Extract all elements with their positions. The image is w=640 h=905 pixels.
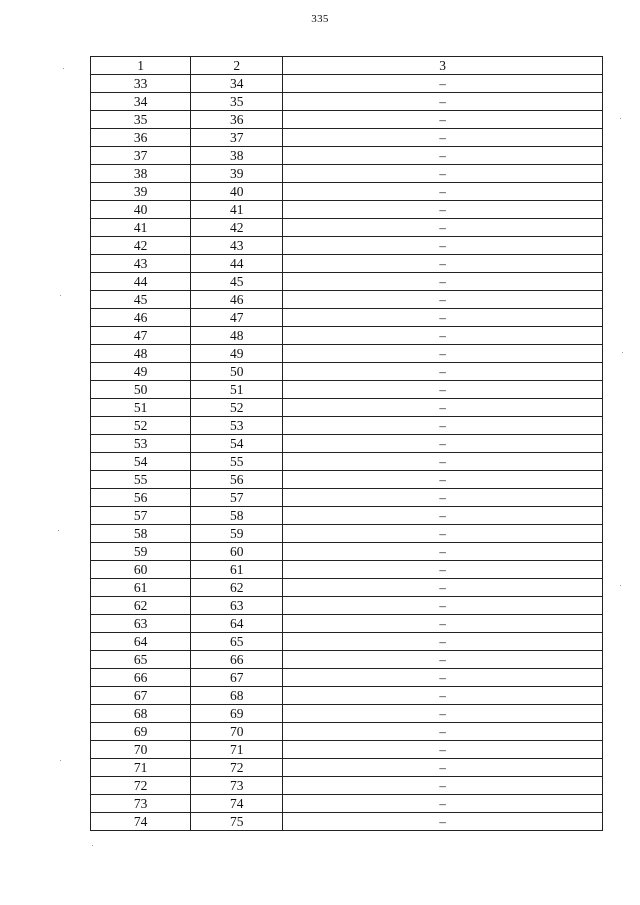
scan-speck: [620, 118, 621, 119]
table-row: [91, 327, 603, 345]
table-cell-col-1: 55: [91, 471, 191, 489]
table-cell-col-1: 64: [91, 633, 191, 651]
table-cell-col-2: 44: [191, 255, 283, 273]
table-cell-col-2: 75: [191, 813, 283, 831]
column-header-2: 2: [191, 57, 283, 75]
table-cell-col-1: 62: [91, 597, 191, 615]
table-cell-col-3: –: [283, 705, 603, 723]
table-cell-col-1: 56: [91, 489, 191, 507]
table-row: [91, 759, 603, 777]
table-row: [91, 129, 603, 147]
table-cell-col-1: 39: [91, 183, 191, 201]
table-cell-col-2: 66: [191, 651, 283, 669]
table-cell-col-3: –: [283, 795, 603, 813]
table-row: [91, 399, 603, 417]
table-row: [91, 813, 603, 831]
scan-speck: [622, 352, 623, 353]
table-cell-col-2: 65: [191, 633, 283, 651]
table-cell-col-1: 35: [91, 111, 191, 129]
table-cell-col-3: –: [283, 273, 603, 291]
table-cell-col-3: –: [283, 327, 603, 345]
table-cell-col-2: 49: [191, 345, 283, 363]
table-cell-col-2: 35: [191, 93, 283, 111]
table-cell-col-1: 50: [91, 381, 191, 399]
table-cell-col-2: 40: [191, 183, 283, 201]
table-cell-col-3: –: [283, 777, 603, 795]
table-cell-col-1: 67: [91, 687, 191, 705]
table-cell-col-3: –: [283, 417, 603, 435]
table-row: [91, 687, 603, 705]
table-cell-col-3: –: [283, 651, 603, 669]
table-cell-col-1: 33: [91, 75, 191, 93]
scan-speck: [58, 530, 59, 531]
table-cell-col-3: –: [283, 435, 603, 453]
scan-speck: [92, 845, 93, 846]
table-cell-col-1: 69: [91, 723, 191, 741]
table-row: [91, 705, 603, 723]
table-cell-col-2: 51: [191, 381, 283, 399]
table-cell-col-1: 36: [91, 129, 191, 147]
table-row: [91, 615, 603, 633]
table-cell-col-3: –: [283, 669, 603, 687]
table-row: [91, 363, 603, 381]
table-cell-col-2: 36: [191, 111, 283, 129]
table-row: [91, 651, 603, 669]
table-cell-col-3: –: [283, 723, 603, 741]
table-cell-col-2: 69: [191, 705, 283, 723]
table-cell-col-3: –: [283, 93, 603, 111]
column-header-1: 1: [91, 57, 191, 75]
table-cell-col-2: 43: [191, 237, 283, 255]
table-row: [91, 219, 603, 237]
table-cell-col-3: –: [283, 741, 603, 759]
table-cell-col-3: –: [283, 561, 603, 579]
table-cell-col-2: 59: [191, 525, 283, 543]
table-row: [91, 291, 603, 309]
table-cell-col-3: –: [283, 381, 603, 399]
table-cell-col-3: –: [283, 543, 603, 561]
table-cell-col-1: 41: [91, 219, 191, 237]
table-cell-col-2: 37: [191, 129, 283, 147]
table-cell-col-1: 37: [91, 147, 191, 165]
table-body: [91, 57, 603, 831]
column-header-3: 3: [283, 57, 603, 75]
table-row: [91, 471, 603, 489]
table-cell-col-1: 47: [91, 327, 191, 345]
table-cell-col-2: 62: [191, 579, 283, 597]
table-cell-col-3: –: [283, 111, 603, 129]
table-cell-col-2: 72: [191, 759, 283, 777]
table-cell-col-2: 67: [191, 669, 283, 687]
table-cell-col-3: –: [283, 525, 603, 543]
table-cell-col-2: 55: [191, 453, 283, 471]
table-cell-col-3: –: [283, 471, 603, 489]
table-cell-col-1: 51: [91, 399, 191, 417]
table-cell-col-2: 42: [191, 219, 283, 237]
table-cell-col-3: –: [283, 345, 603, 363]
table-cell-col-2: 71: [191, 741, 283, 759]
table-cell-col-2: 34: [191, 75, 283, 93]
table-cell-col-2: 46: [191, 291, 283, 309]
table-cell-col-2: 48: [191, 327, 283, 345]
table-cell-col-3: –: [283, 399, 603, 417]
table-cell-col-3: –: [283, 129, 603, 147]
table-cell-col-3: –: [283, 687, 603, 705]
table-cell-col-3: –: [283, 615, 603, 633]
table-row: [91, 111, 603, 129]
table-cell-col-1: 71: [91, 759, 191, 777]
table-row: [91, 741, 603, 759]
table-cell-col-1: 60: [91, 561, 191, 579]
scan-speck: [60, 760, 61, 761]
table-cell-col-3: –: [283, 363, 603, 381]
table-row: [91, 273, 603, 291]
scan-speck: [63, 68, 64, 69]
table-cell-col-3: –: [283, 813, 603, 831]
table-cell-col-2: 61: [191, 561, 283, 579]
table-cell-col-2: 60: [191, 543, 283, 561]
table-cell-col-3: –: [283, 237, 603, 255]
scan-speck: [60, 295, 61, 296]
table-cell-col-3: –: [283, 165, 603, 183]
table-row: [91, 507, 603, 525]
table-cell-col-1: 52: [91, 417, 191, 435]
table-row: [91, 579, 603, 597]
table-row: [91, 165, 603, 183]
table-cell-col-2: 53: [191, 417, 283, 435]
table-cell-col-2: 68: [191, 687, 283, 705]
table-row: [91, 309, 603, 327]
table-row: [91, 633, 603, 651]
table-row: [91, 489, 603, 507]
table-cell-col-1: 61: [91, 579, 191, 597]
table-cell-col-3: –: [283, 633, 603, 651]
table-row: [91, 453, 603, 471]
table-cell-col-3: –: [283, 579, 603, 597]
table-cell-col-3: –: [283, 309, 603, 327]
table-row: [91, 723, 603, 741]
table-header-row: [91, 57, 603, 75]
table-cell-col-2: 74: [191, 795, 283, 813]
table-row: [91, 543, 603, 561]
table-row: [91, 795, 603, 813]
table-cell-col-1: 74: [91, 813, 191, 831]
table-cell-col-3: –: [283, 489, 603, 507]
table-cell-col-1: 45: [91, 291, 191, 309]
table-cell-col-1: 54: [91, 453, 191, 471]
table-cell-col-3: –: [283, 201, 603, 219]
table-row: [91, 381, 603, 399]
table-cell-col-2: 39: [191, 165, 283, 183]
table-cell-col-2: 47: [191, 309, 283, 327]
table-cell-col-3: –: [283, 453, 603, 471]
table-row: [91, 183, 603, 201]
table-cell-col-1: 49: [91, 363, 191, 381]
table-cell-col-2: 64: [191, 615, 283, 633]
page-number: 335: [311, 13, 329, 25]
table-cell-col-1: 65: [91, 651, 191, 669]
table-cell-col-3: –: [283, 147, 603, 165]
table-cell-col-1: 57: [91, 507, 191, 525]
table-cell-col-1: 48: [91, 345, 191, 363]
table-row: [91, 201, 603, 219]
table-cell-col-1: 73: [91, 795, 191, 813]
table-row: [91, 255, 603, 273]
table-cell-col-1: 43: [91, 255, 191, 273]
table-cell-col-1: 40: [91, 201, 191, 219]
table-cell-col-3: –: [283, 255, 603, 273]
table-cell-col-2: 54: [191, 435, 283, 453]
table-cell-col-1: 58: [91, 525, 191, 543]
table-cell-col-2: 63: [191, 597, 283, 615]
table-row: [91, 435, 603, 453]
table-cell-col-1: 42: [91, 237, 191, 255]
table-cell-col-2: 56: [191, 471, 283, 489]
table-row: [91, 237, 603, 255]
table-cell-col-3: –: [283, 291, 603, 309]
table-cell-col-1: 72: [91, 777, 191, 795]
table-cell-col-1: 34: [91, 93, 191, 111]
table-cell-col-1: 44: [91, 273, 191, 291]
table-row: [91, 345, 603, 363]
table-cell-col-2: 70: [191, 723, 283, 741]
table-cell-col-2: 38: [191, 147, 283, 165]
table-cell-col-3: –: [283, 183, 603, 201]
table-cell-col-2: 58: [191, 507, 283, 525]
table-cell-col-2: 45: [191, 273, 283, 291]
table-row: [91, 597, 603, 615]
table-cell-col-1: 53: [91, 435, 191, 453]
table-cell-col-3: –: [283, 219, 603, 237]
table-cell-col-3: –: [283, 75, 603, 93]
table-row: [91, 417, 603, 435]
table-row: [91, 147, 603, 165]
table-cell-col-2: 41: [191, 201, 283, 219]
table-cell-col-3: –: [283, 759, 603, 777]
table-row: [91, 75, 603, 93]
table-row: [91, 93, 603, 111]
table-cell-col-2: 50: [191, 363, 283, 381]
table-cell-col-3: –: [283, 507, 603, 525]
table-row: [91, 777, 603, 795]
table-cell-col-2: 73: [191, 777, 283, 795]
table-cell-col-3: –: [283, 597, 603, 615]
table-cell-col-2: 52: [191, 399, 283, 417]
table-cell-col-1: 63: [91, 615, 191, 633]
table-row: [91, 525, 603, 543]
table-cell-col-1: 70: [91, 741, 191, 759]
table-cell-col-1: 38: [91, 165, 191, 183]
table-cell-col-1: 68: [91, 705, 191, 723]
data-table: [90, 56, 603, 831]
table-cell-col-1: 46: [91, 309, 191, 327]
table-row: [91, 561, 603, 579]
table-cell-col-2: 57: [191, 489, 283, 507]
table-cell-col-1: 59: [91, 543, 191, 561]
scan-speck: [620, 585, 621, 586]
table-row: [91, 669, 603, 687]
table-cell-col-1: 66: [91, 669, 191, 687]
